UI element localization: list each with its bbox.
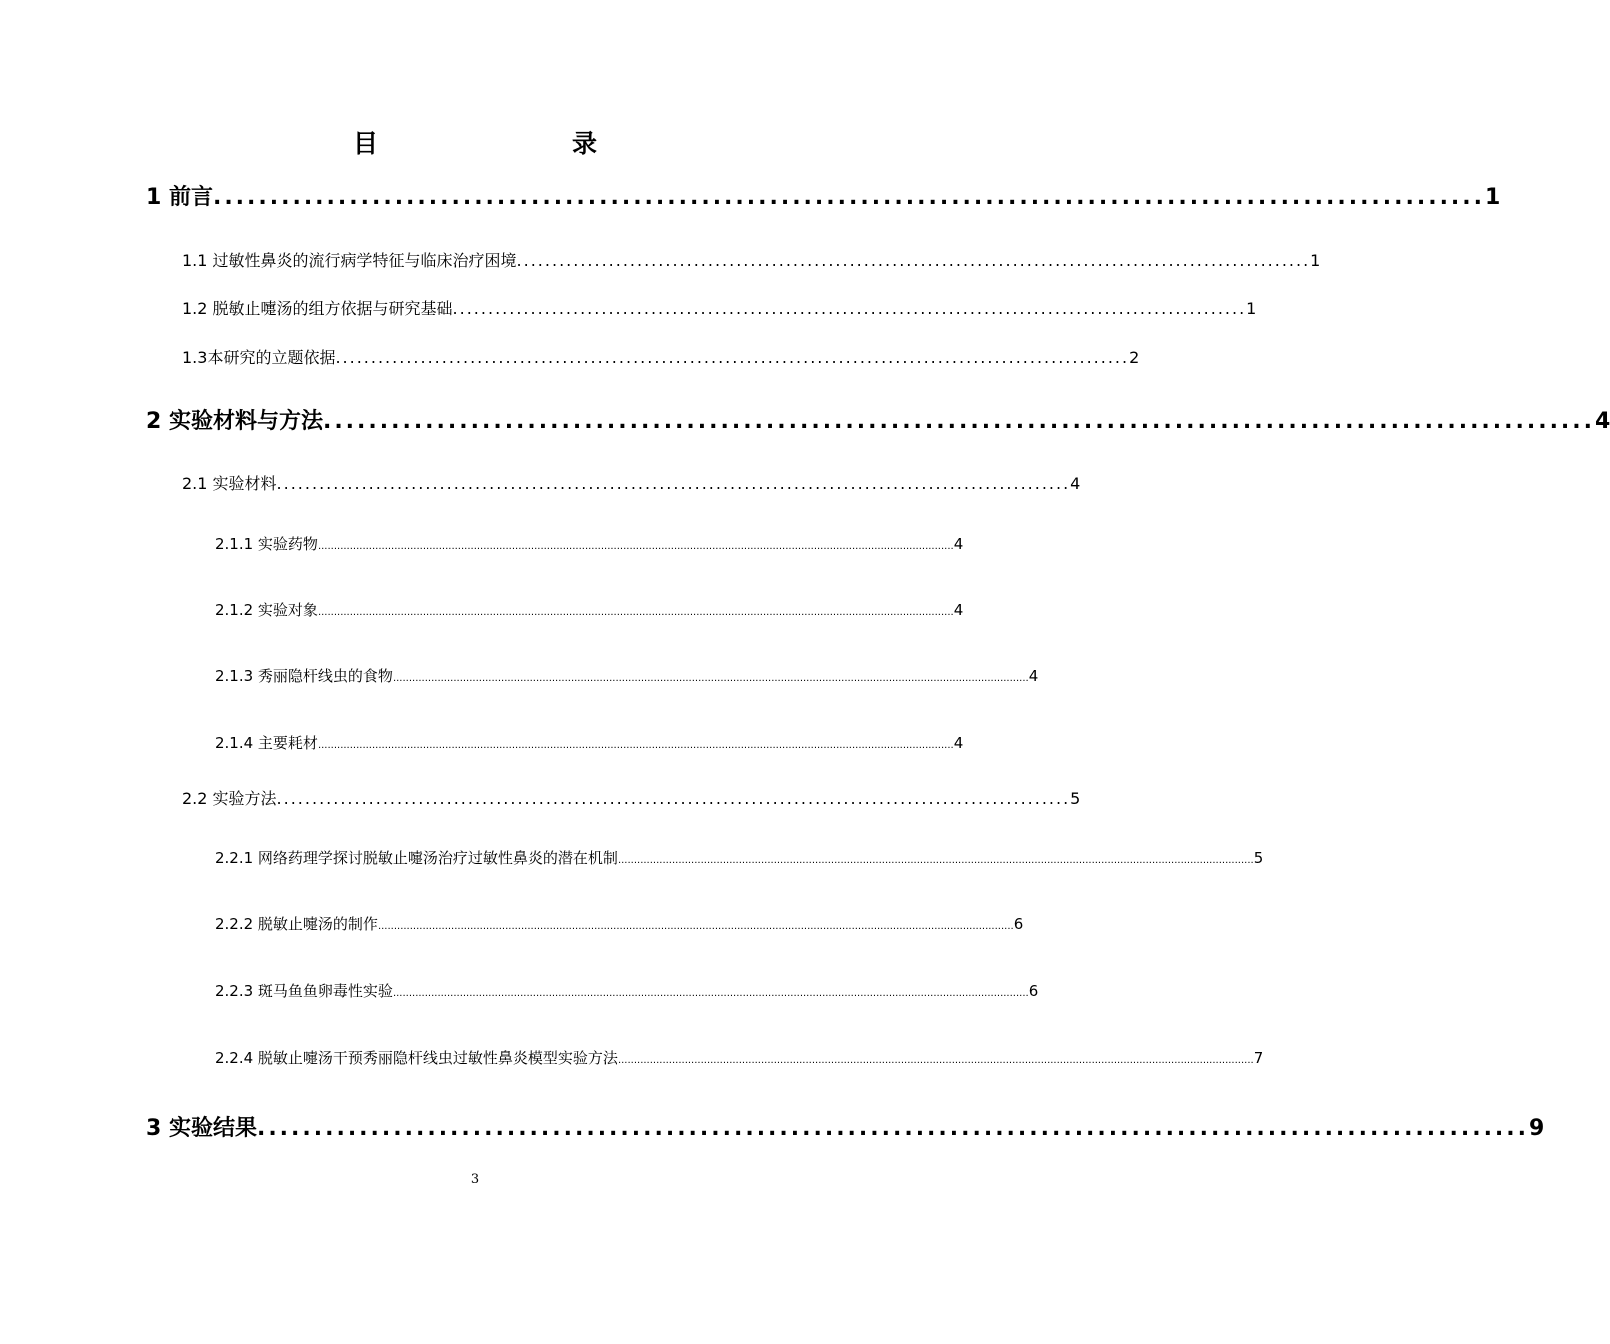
toc-leader: ................................................................................................................: [212, 185, 1485, 210]
toc-entry-label: 2.2 实验方法: [182, 789, 277, 808]
toc-entry[interactable]: [215, 665, 1039, 686]
toc-entry-label: 2 实验材料与方法: [146, 409, 323, 434]
toc-leader: ................................................................................................................: [335, 348, 1130, 367]
toc-entry[interactable]: [182, 296, 1257, 319]
toc-entry-label: 1.2 脱敏止嚏汤的组方依据与研究基础: [182, 299, 453, 318]
toc-entry[interactable]: [215, 847, 1264, 868]
toc-entry-page: 1: [1310, 251, 1321, 270]
toc-entry[interactable]: [215, 1047, 1264, 1068]
toc-entry-label: 3 实验结果: [146, 1116, 257, 1141]
toc-entry-label: 2.2.4 脱敏止嚏汤干预秀丽隐杆线虫过敏性鼻炎模型实验方法: [215, 1049, 618, 1067]
toc-leader: ................................................................................................................: [276, 474, 1071, 493]
toc-entry-page: 4: [953, 734, 964, 752]
toc-entry-page: 7: [1253, 1049, 1264, 1067]
toc-entry-label: 2.1.1 实验药物: [215, 535, 318, 553]
toc-entry[interactable]: [182, 786, 1081, 809]
toc-leader: ........................................................................................................................................................................................................: [317, 607, 954, 618]
toc-leader: ................................................................................................................: [276, 789, 1071, 808]
toc-entry-page: 5: [1253, 849, 1264, 867]
toc-entry-page: 5: [1070, 789, 1081, 808]
toc-leader: ................................................................................................................: [516, 251, 1311, 270]
toc-entry-page: 4: [1070, 474, 1081, 493]
toc-entry-label: 2.1.4 主要耗材: [215, 734, 318, 752]
toc-leader: ................................................................................................................: [452, 299, 1247, 318]
toc-entry[interactable]: [182, 471, 1081, 494]
toc-entry[interactable]: [215, 980, 1039, 1001]
toc-entry-label: 1.1 过敏性鼻炎的流行病学特征与临床治疗困境: [182, 251, 517, 270]
toc-leader: ........................................................................................................................................................................................................: [317, 541, 954, 552]
toc-leader: ........................................................................................................................................................................................................: [377, 921, 1014, 932]
toc-entry-page: 2: [1129, 348, 1140, 367]
toc-entry[interactable]: [146, 404, 1610, 435]
toc-entry[interactable]: [215, 599, 964, 620]
toc-entry-page: 4: [1028, 667, 1039, 685]
toc-entry-page: 9: [1529, 1116, 1545, 1141]
toc-entry-label: 2.2.2 脱敏止嚏汤的制作: [215, 915, 378, 933]
toc-leader: ........................................................................................................................................................................................................: [392, 988, 1029, 999]
toc-entry-page: 1: [1485, 185, 1501, 210]
toc-entry[interactable]: [215, 732, 964, 753]
toc-entry-label: 2.2.3 斑马鱼鱼卵毒性实验: [215, 982, 393, 1000]
toc-leader: ................................................................................................................: [256, 1116, 1529, 1141]
toc-entry-page: 6: [1028, 982, 1039, 1000]
toc-entry-page: 4: [1595, 409, 1610, 434]
toc-entry[interactable]: [215, 913, 1024, 934]
toc-entry[interactable]: [182, 248, 1321, 271]
toc-entry-label: 2.2.1 网络药理学探讨脱敏止嚏汤治疗过敏性鼻炎的潜在机制: [215, 849, 618, 867]
toc-entry-label: 2.1 实验材料: [182, 474, 277, 493]
toc-entry-page: 1: [1246, 299, 1257, 318]
toc-entry[interactable]: [146, 1111, 1545, 1142]
toc-leader: ........................................................................................................................................................................................................: [617, 855, 1254, 866]
toc-entry-label: 1.3本研究的立题依据: [182, 348, 336, 367]
toc-entry[interactable]: [215, 533, 964, 554]
toc-leader: ........................................................................................................................................................................................................: [317, 740, 954, 751]
toc-entry-label: 1 前言: [146, 185, 213, 210]
toc-entry-page: 6: [1013, 915, 1024, 933]
toc-leader: ................................................................................................................: [322, 409, 1595, 434]
toc-entry-page: 4: [953, 601, 964, 619]
toc-entry[interactable]: [182, 345, 1140, 368]
page-number: 3: [470, 1172, 480, 1187]
toc-entry-page: 4: [953, 535, 964, 553]
toc-leader: ........................................................................................................................................................................................................: [617, 1055, 1254, 1066]
toc-entry-label: 2.1.3 秀丽隐杆线虫的食物: [215, 667, 393, 685]
toc-title: 目 录: [352, 129, 645, 158]
toc-leader: ........................................................................................................................................................................................................: [392, 673, 1029, 684]
toc-entry[interactable]: [146, 180, 1501, 211]
toc-entry-label: 2.1.2 实验对象: [215, 601, 318, 619]
